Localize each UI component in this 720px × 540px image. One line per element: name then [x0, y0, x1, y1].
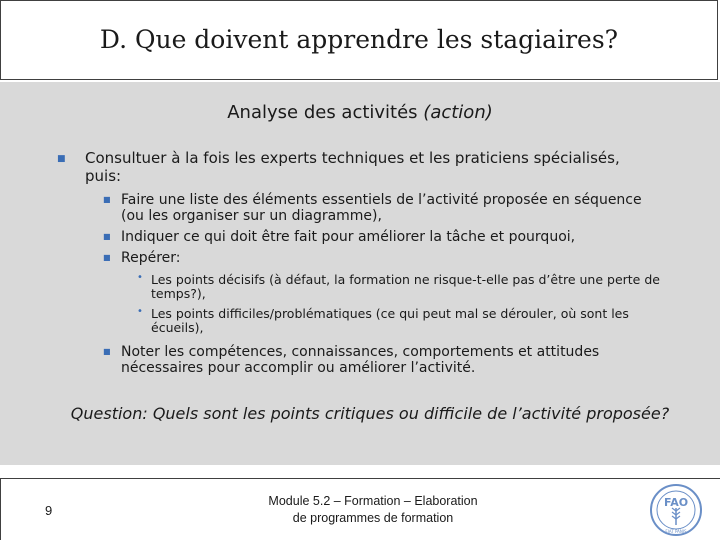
bullet-level2-2: Indiquer ce qui doit être fait pour améliorer la tâche et pourquoi,: [121, 229, 576, 245]
dot-bullet-icon: •: [137, 272, 143, 283]
footer: [0, 478, 720, 540]
bullet-level2-3: Repérer:: [121, 250, 181, 266]
footer-line1: Module 5.2 – Formation – Elaboration: [268, 494, 478, 508]
logo-motto: FIAT PANIS: [665, 529, 687, 534]
title-bar: [0, 0, 718, 80]
dot-bullet-icon: •: [137, 306, 143, 317]
bullet-level2-4: Noter les compétences, connaissances, comportements et attitudes nécessaires pour accomplir ou améliorer l’activité.: [121, 344, 600, 376]
page-number: 9: [45, 503, 53, 518]
question-text: Question: Quels sont les points critiques ou difficile de l’activité proposée?: [70, 404, 670, 423]
logo-text: FAO: [663, 496, 689, 509]
subtitle-main: Analyse des activités: [227, 102, 418, 123]
square-bullet-icon: ■: [103, 195, 111, 204]
bullet-level2-1: Faire une liste des éléments essentiels de l’activité proposée en séquence (ou les organiser sur un diagramme),: [121, 192, 642, 224]
slide-body: [0, 82, 720, 465]
footer-caption: [231, 493, 515, 527]
square-bullet-icon: ■: [103, 253, 111, 262]
square-bullet-icon: ■: [103, 232, 111, 241]
footer-line2: de programmes de formation: [292, 511, 454, 525]
subtitle-paren: (action): [423, 102, 493, 123]
slide-subtitle: [0, 102, 720, 123]
square-bullet-icon: ■: [103, 347, 111, 356]
slide-title: D. Que doivent apprendre les stagiaires?: [99, 25, 619, 54]
bullet-level3-2: Les points difficiles/problématiques (ce qui peut mal se dérouler, où sont les écueils),: [151, 306, 629, 335]
square-bullet-icon: ■: [57, 154, 66, 164]
bullet-level3-1: Les points décisifs (à défaut, la formation ne risque-t-elle pas d’être une perte de temps?),: [151, 272, 660, 301]
fao-logo-icon: [649, 483, 703, 537]
bullet-level1: Consultuer à la fois les experts techniques et les praticiens spécialisés, puis:: [85, 149, 620, 185]
